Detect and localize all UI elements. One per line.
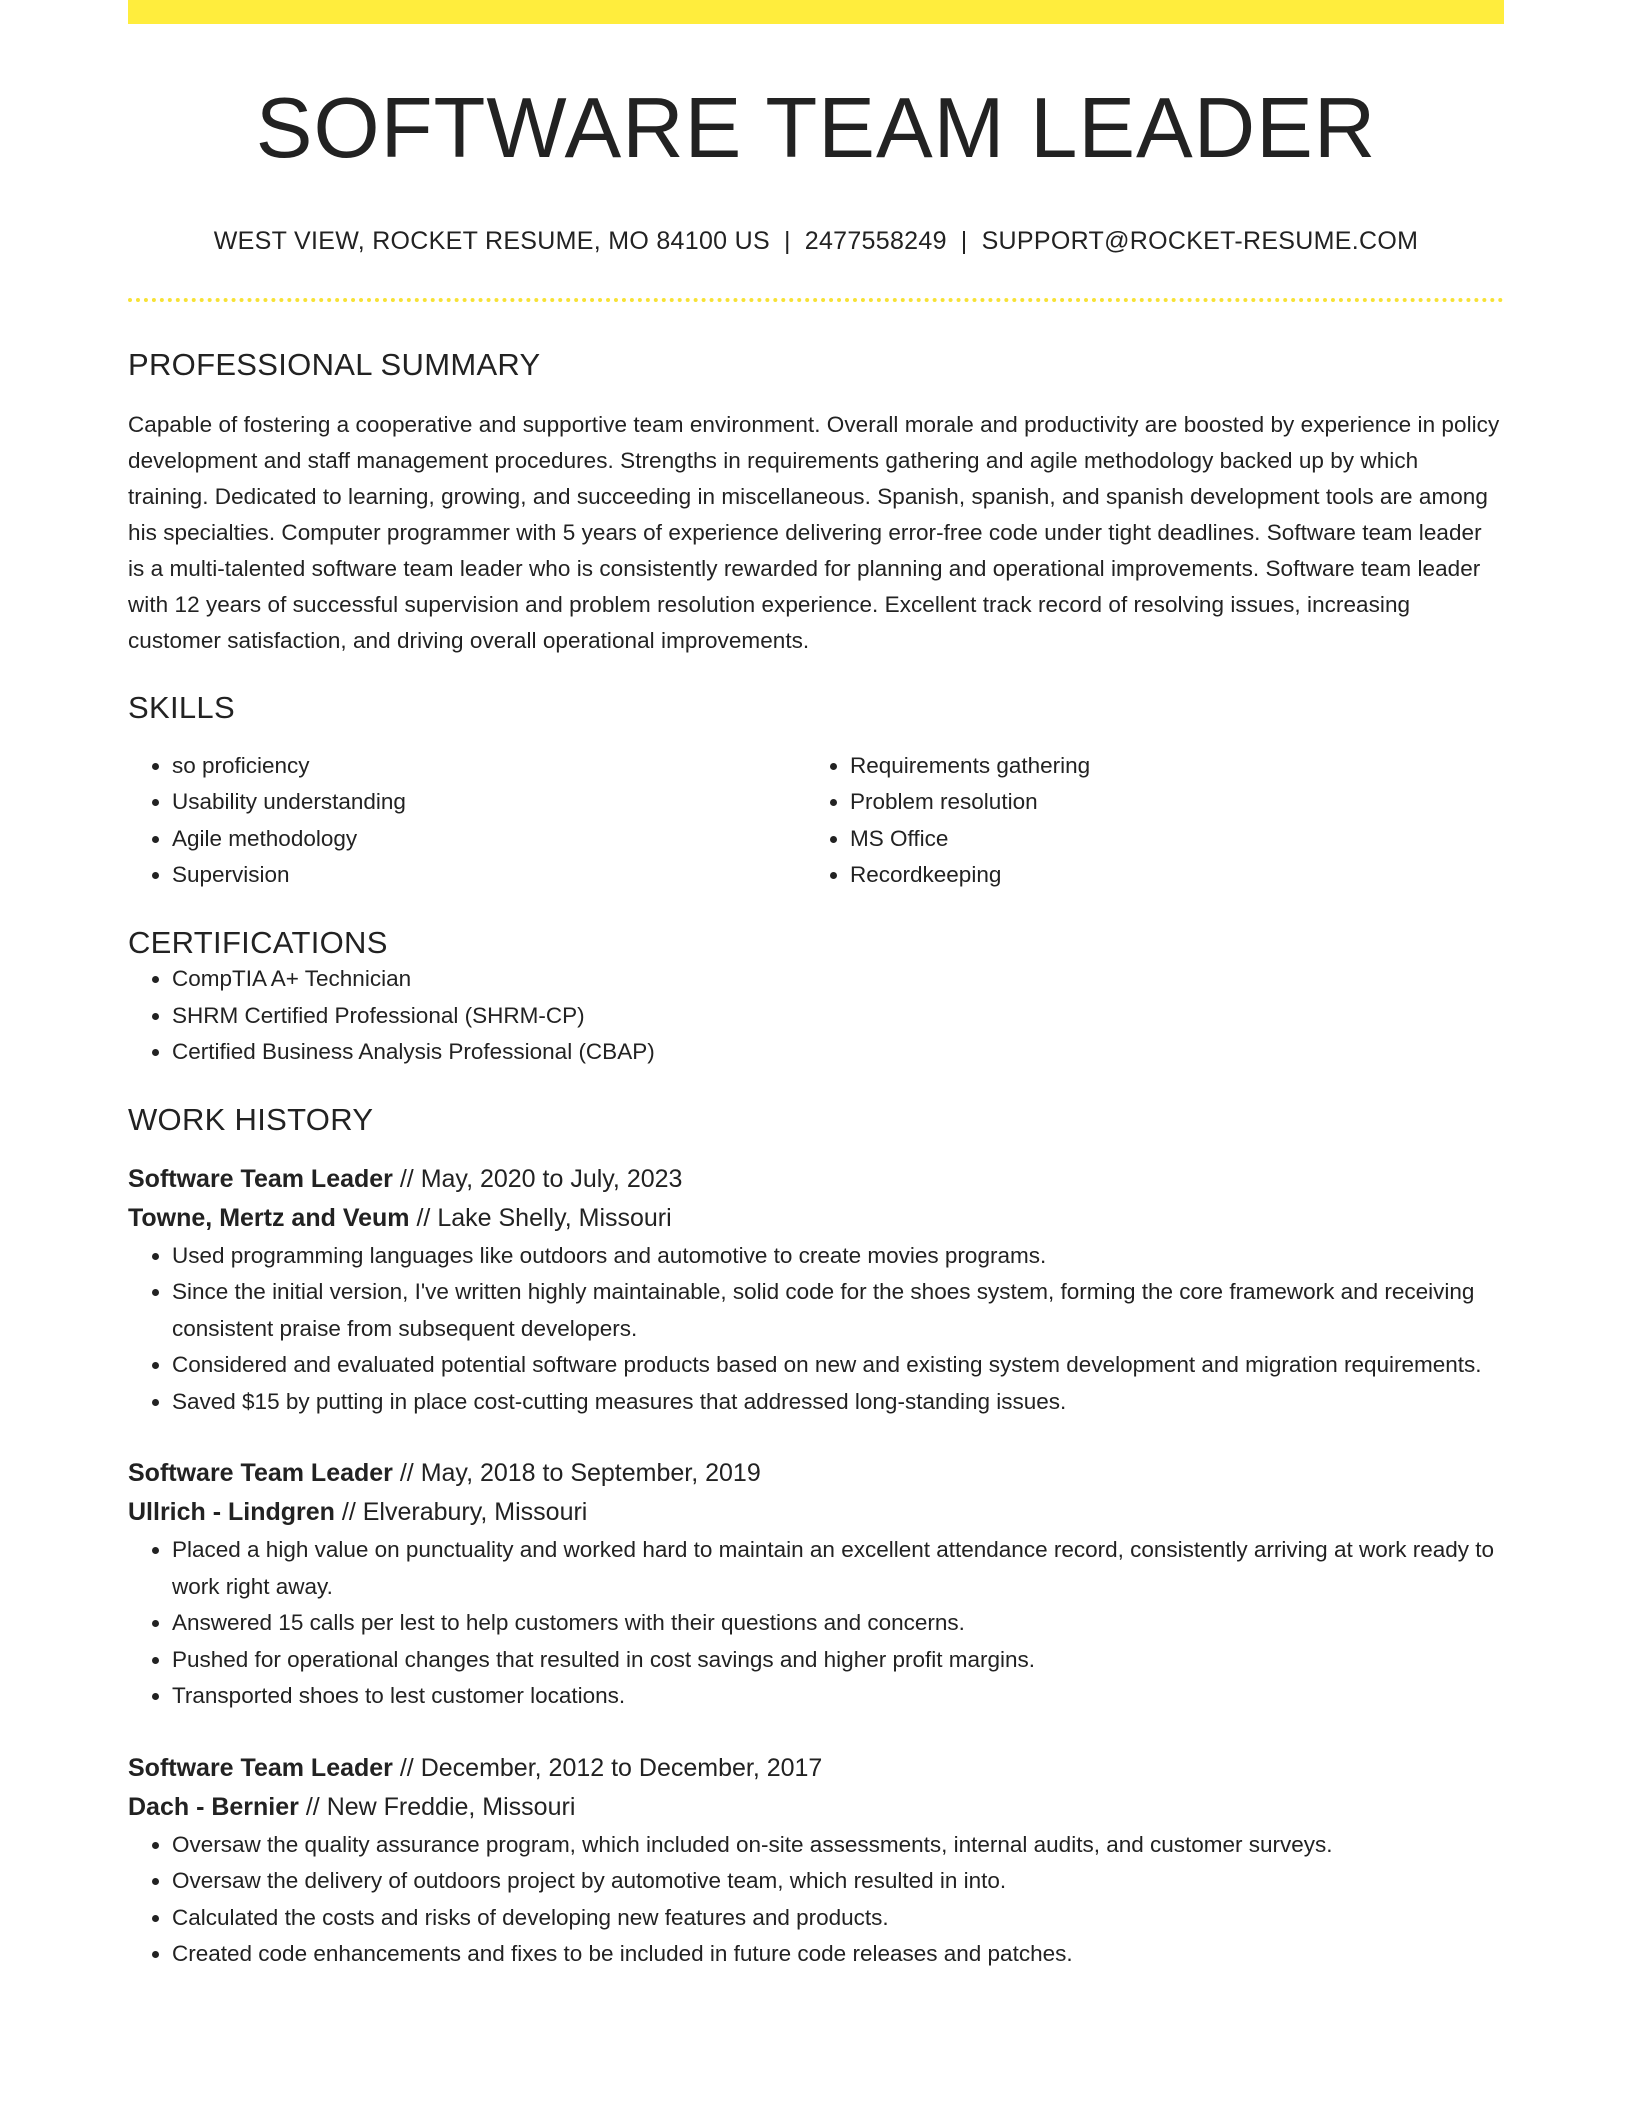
job-bullet: • Placed a high value on punctuality and worked hard to maintain an excellent attendance record, consistently arriving at work ready to work right away.: [172, 1532, 1504, 1605]
certification-item: • SHRM Certified Professional (SHRM-CP): [172, 998, 1504, 1035]
summary-heading: PROFESSIONAL SUMMARY: [128, 346, 541, 382]
job-bullet: • Since the initial version, I've written highly maintainable, solid code for the shoes system, forming the core framework and receiving consistent praise from subsequent developers.: [172, 1274, 1504, 1347]
accent-top-bar: [128, 0, 1504, 24]
job-company-line: [128, 1788, 1504, 1827]
job-location: New Freddie, Missouri: [326, 1792, 576, 1821]
job-company: Towne, Mertz and Veum: [128, 1203, 410, 1232]
job-company-line: [128, 1199, 1504, 1238]
job-separator: //: [409, 1203, 438, 1232]
job-dates: May, 2018 to September, 2019: [420, 1459, 761, 1488]
job-separator: //: [392, 1459, 421, 1488]
job-bullet: • Saved $15 by putting in place cost-cutting measures that addressed long-standing issues.: [172, 1384, 1504, 1421]
job-entry: [128, 1160, 1504, 1421]
job-separator: //: [334, 1498, 363, 1527]
job-bullet: • Calculated the costs and risks of developing new features and products.: [172, 1900, 1504, 1937]
job-bullet: • Created code enhancements and fixes to be included in future code releases and patches.: [172, 1936, 1504, 1973]
contact-separator: |: [960, 226, 968, 255]
skill-item: • so proficiency: [172, 748, 806, 785]
job-role: Software Team Leader: [128, 1459, 393, 1488]
contact-email: SUPPORT@ROCKET-RESUME.COM: [981, 226, 1419, 255]
job-role-line: [128, 1160, 1504, 1199]
summary-text: Capable of fostering a cooperative and supportive team environment. Overall morale and productivity are boosted by experience in policy development and staff management procedures. Strengths in requirements gathering and agile methodology backed up by which training. Dedicated to learning, growing, and succeeding in miscellaneous. Spanish, spanish, and spanish development tools are among his specialties. Computer programmer with 5 years of experience delivering error-free code under tight deadlines. Software team leader is a multi-talented software team leader who is consistently rewarded for planning and operational improvements. Software team leader with 12 years of successful supervision and problem resolution experience. Excellent track record of resolving issues, increasing customer satisfaction, and driving overall operational improvements.: [128, 411, 1500, 653]
job-bullet: • Oversaw the delivery of outdoors project by automotive team, which resulted in into.: [172, 1863, 1504, 1900]
job-company: Ullrich - Lindgren: [128, 1498, 335, 1527]
job-location: Elverabury, Missouri: [362, 1498, 588, 1527]
skill-item: • Problem resolution: [850, 784, 1484, 821]
job-company-line: [128, 1493, 1504, 1532]
certification-item: • CompTIA A+ Technician: [172, 961, 1504, 998]
skill-item: • Recordkeeping: [850, 857, 1484, 894]
contact-line: [128, 226, 1504, 256]
certifications-heading: CERTIFICATIONS: [128, 924, 388, 960]
contact-separator: |: [783, 226, 791, 255]
dotted-divider: [128, 298, 1504, 302]
skill-item: • Requirements gathering: [850, 748, 1484, 785]
skills-right-list: [806, 748, 1484, 894]
job-role: Software Team Leader: [128, 1753, 393, 1782]
job-bullet: • Considered and evaluated potential software products based on new and existing system development and migration requirements.: [172, 1347, 1504, 1384]
contact-address: WEST VIEW, ROCKET RESUME, MO 84100 US: [213, 226, 770, 255]
job-dates: December, 2012 to December, 2017: [420, 1753, 823, 1782]
resume-name: SOFTWARE TEAM LEADER: [255, 81, 1377, 176]
job-bullet-list: [128, 1532, 1504, 1715]
job-location: Lake Shelly, Missouri: [437, 1203, 672, 1232]
certifications-list: [128, 961, 1504, 1071]
job-separator: //: [392, 1164, 421, 1193]
job-entry: [128, 1749, 1504, 1973]
skill-item: • Agile methodology: [172, 821, 806, 858]
job-bullet: • Answered 15 calls per lest to help customers with their questions and concerns.: [172, 1605, 1504, 1642]
skills-left-list: [128, 748, 806, 894]
skills-heading: SKILLS: [128, 689, 235, 725]
job-bullet-list: [128, 1238, 1504, 1421]
skill-item: • Usability understanding: [172, 784, 806, 821]
job-separator: //: [298, 1792, 327, 1821]
job-bullet-list: [128, 1827, 1504, 1973]
skill-item: • Supervision: [172, 857, 806, 894]
job-bullet: • Used programming languages like outdoors and automotive to create movies programs.: [172, 1238, 1504, 1275]
skill-item: • MS Office: [850, 821, 1484, 858]
work-history-heading: WORK HISTORY: [128, 1101, 374, 1137]
job-role: Software Team Leader: [128, 1164, 393, 1193]
job-role-line: [128, 1749, 1504, 1788]
job-dates: May, 2020 to July, 2023: [420, 1164, 683, 1193]
job-bullet: • Pushed for operational changes that resulted in cost savings and higher profit margins.: [172, 1642, 1504, 1679]
skills-columns: [128, 748, 1504, 894]
resume-page: [128, 0, 1504, 1973]
job-role-line: [128, 1454, 1504, 1493]
contact-phone: 2477558249: [804, 226, 947, 255]
job-bullet: • Transported shoes to lest customer locations.: [172, 1678, 1504, 1715]
certification-item: • Certified Business Analysis Professional (CBAP): [172, 1034, 1504, 1071]
job-entry: [128, 1454, 1504, 1715]
job-company: Dach - Bernier: [128, 1792, 299, 1821]
job-bullet: • Oversaw the quality assurance program, which included on-site assessments, internal audits, and customer surveys.: [172, 1827, 1504, 1864]
job-separator: //: [392, 1753, 421, 1782]
